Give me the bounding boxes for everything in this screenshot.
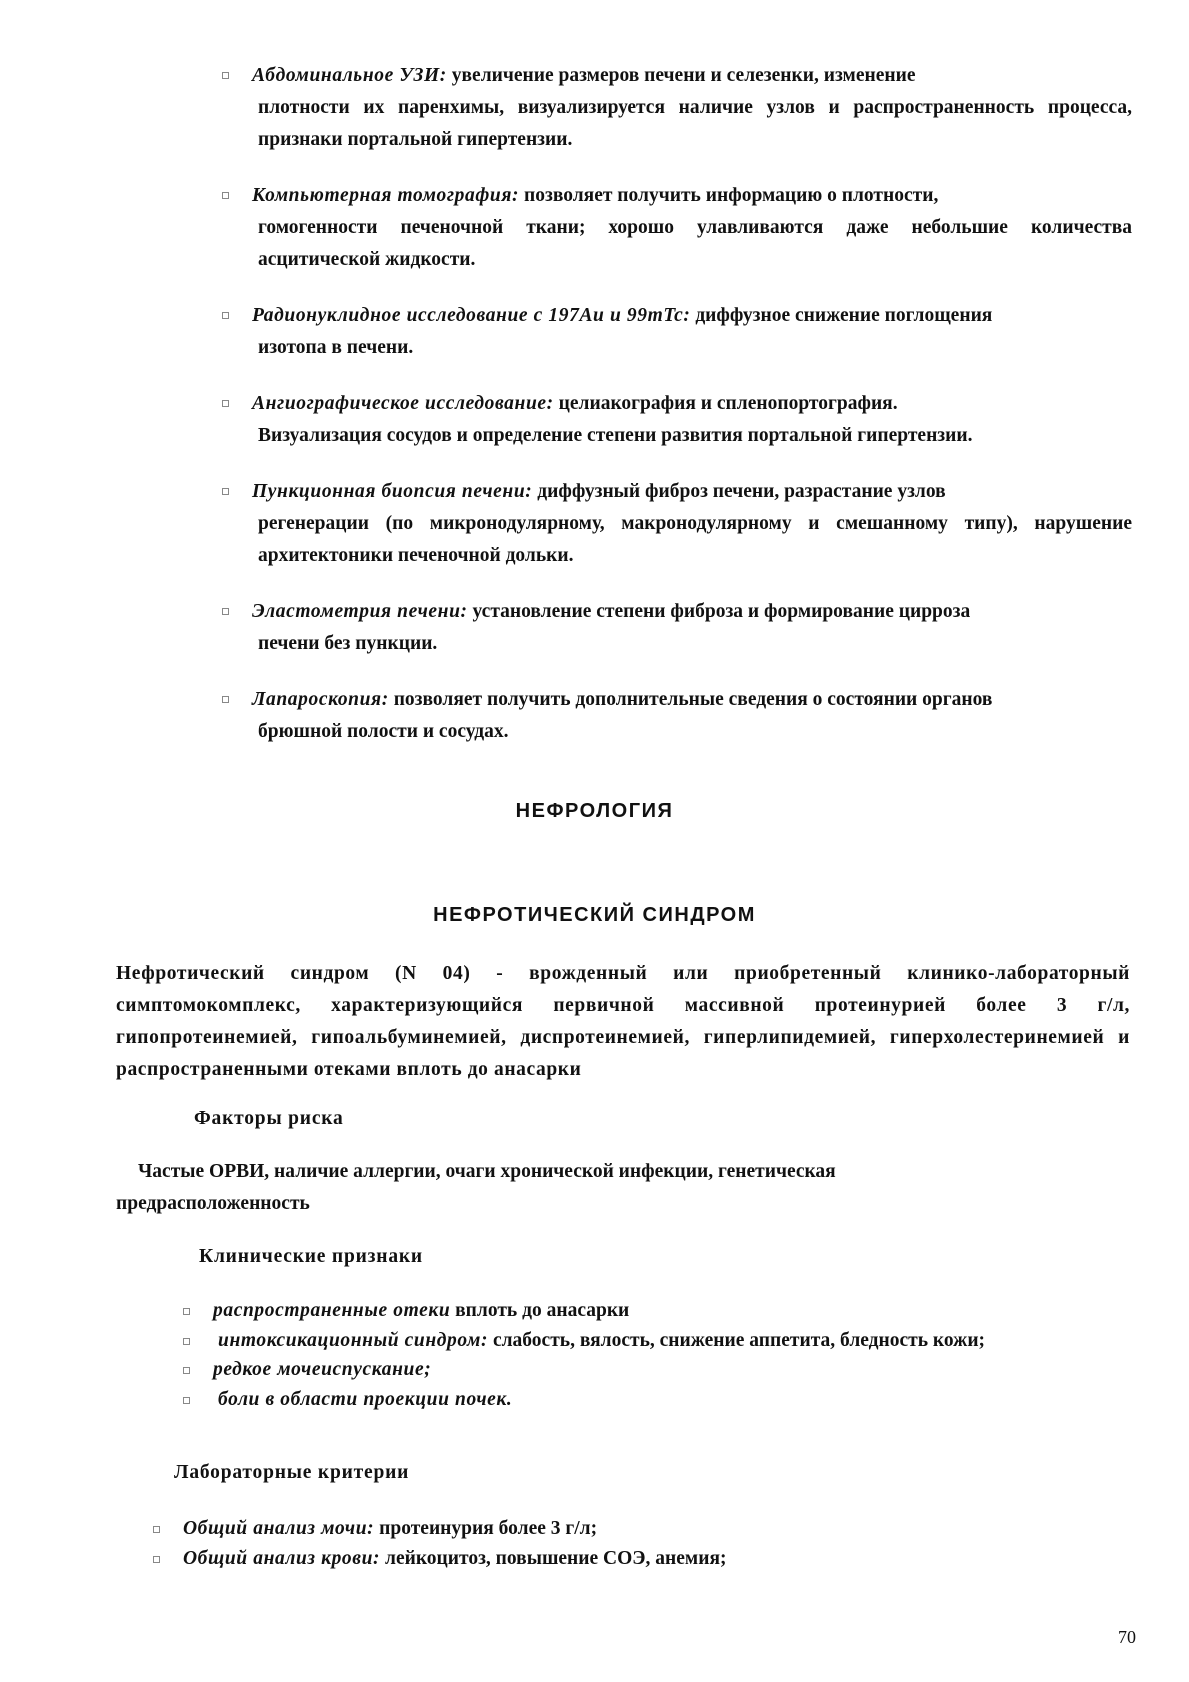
item-text: целиакография и спленопортография. [553,393,898,414]
square-bullet-icon [222,312,229,319]
square-bullet-icon [153,1526,160,1533]
square-bullet-icon [222,72,229,79]
item-text: протеинурия более 3 г/л; [374,1518,598,1539]
item-term: Эластометрия печени: [252,601,468,622]
list-item [222,684,1132,748]
item-text: позволяет получить дополнительные сведения о состоянии органов [388,689,993,710]
item-text-continued: плотности их паренхимы, визуализируется наличие узлов и распространенность процесса, признаки портальной гипертензии. [258,97,1132,150]
square-bullet-icon [183,1397,190,1404]
list-item [183,1355,1133,1385]
clinical-signs-list [183,1296,1133,1414]
lab-criteria-list [153,1514,1103,1573]
square-bullet-icon [222,488,229,495]
item-term: Компьютерная томография: [252,185,520,206]
square-bullet-icon [183,1367,190,1374]
square-bullet-icon [153,1556,160,1563]
diagnostics-list [222,60,1132,772]
list-item [222,300,1132,364]
page-number: 70 [1118,1627,1136,1647]
risk-factors-heading: Факторы риска [194,1108,344,1129]
item-text-continued: гомогенности печеночной ткани; хорошо улавливаются даже небольшие количества асцитической жидкости. [258,217,1132,270]
list-item [222,476,1132,572]
list-item [222,388,1132,452]
square-bullet-icon [222,400,229,407]
square-bullet-icon [183,1308,190,1315]
list-item [183,1326,1133,1356]
item-text: диффузное снижение поглощения [690,305,993,326]
risk-factors-text: Частые ОРВИ, наличие аллергии, очаги хронической инфекции, генетическая предрасположенность [116,1161,836,1214]
item-text-continued: брюшной полости и сосудах. [258,721,509,742]
item-text: лейкоцитоз, повышение СОЭ, анемия; [380,1547,727,1569]
list-item [153,1544,1103,1574]
square-bullet-icon [222,696,229,703]
list-item [222,596,1132,660]
item-term: интоксикационный синдром: [218,1329,489,1351]
item-term: Лапароскопия: [252,689,389,710]
item-text: увеличение размеров печени и селезенки, изменение [446,65,916,86]
item-text-continued: изотопа в печени. [258,337,414,358]
subsection-title: НЕФРОТИЧЕСКИЙ СИНДРОМ [433,904,756,926]
item-term: распространенные отеки [213,1300,451,1321]
item-term: Абдоминальное УЗИ: [252,65,447,86]
item-term: боли в области проекции почек. [218,1388,513,1410]
list-item [183,1385,1133,1415]
item-term: Ангиографическое исследование: [252,393,554,414]
item-text: вплоть до анасарки [450,1300,630,1321]
item-text: диффузный фиброз печени, разрастание узлов [532,481,946,502]
section-title: НЕФРОЛОГИЯ [515,800,674,822]
item-text-continued: Визуализация сосудов и определение степени развития портальной гипертензии. [258,425,973,446]
list-item [153,1514,1103,1544]
list-item [183,1296,1133,1326]
lab-criteria-heading: Лабораторные критерии [174,1462,410,1483]
item-text-continued: регенерации (по микронодулярному, макронодулярному и смешанному типу), нарушение архитектоники печеночной дольки. [258,513,1132,566]
item-term: Радионуклидное исследование с 197Au и 99mTc: [252,305,691,326]
clinical-signs-heading: Клинические признаки [199,1246,423,1267]
list-item [222,60,1132,156]
item-term: Общий анализ крови: [183,1547,381,1569]
item-text: установление степени фиброза и формирование цирроза [467,601,971,622]
item-term: Пункционная биопсия печени: [252,481,533,502]
item-text-continued: печени без пункции. [258,633,438,654]
square-bullet-icon [183,1338,190,1345]
list-item [222,180,1132,276]
definition-paragraph: Нефротический синдром (N 04) - врожденный или приобретенный клинико-лабораторный симптомокомплекс, характеризующийся первичной массивной протеинурией более 3 г/л, гипопротеинемией, гипоальбуминемией, диспротеинемией, гиперлипидемией, гиперхолестеринемией и распространенными отеками вплоть до анасарки [116,963,1130,1080]
square-bullet-icon [222,608,229,615]
square-bullet-icon [222,192,229,199]
item-text: позволяет получить информацию о плотности, [519,185,939,206]
item-text: слабость, вялость, снижение аппетита, бледность кожи; [488,1329,986,1351]
item-term: редкое мочеиспускание; [213,1359,432,1380]
item-term: Общий анализ мочи: [183,1518,375,1539]
